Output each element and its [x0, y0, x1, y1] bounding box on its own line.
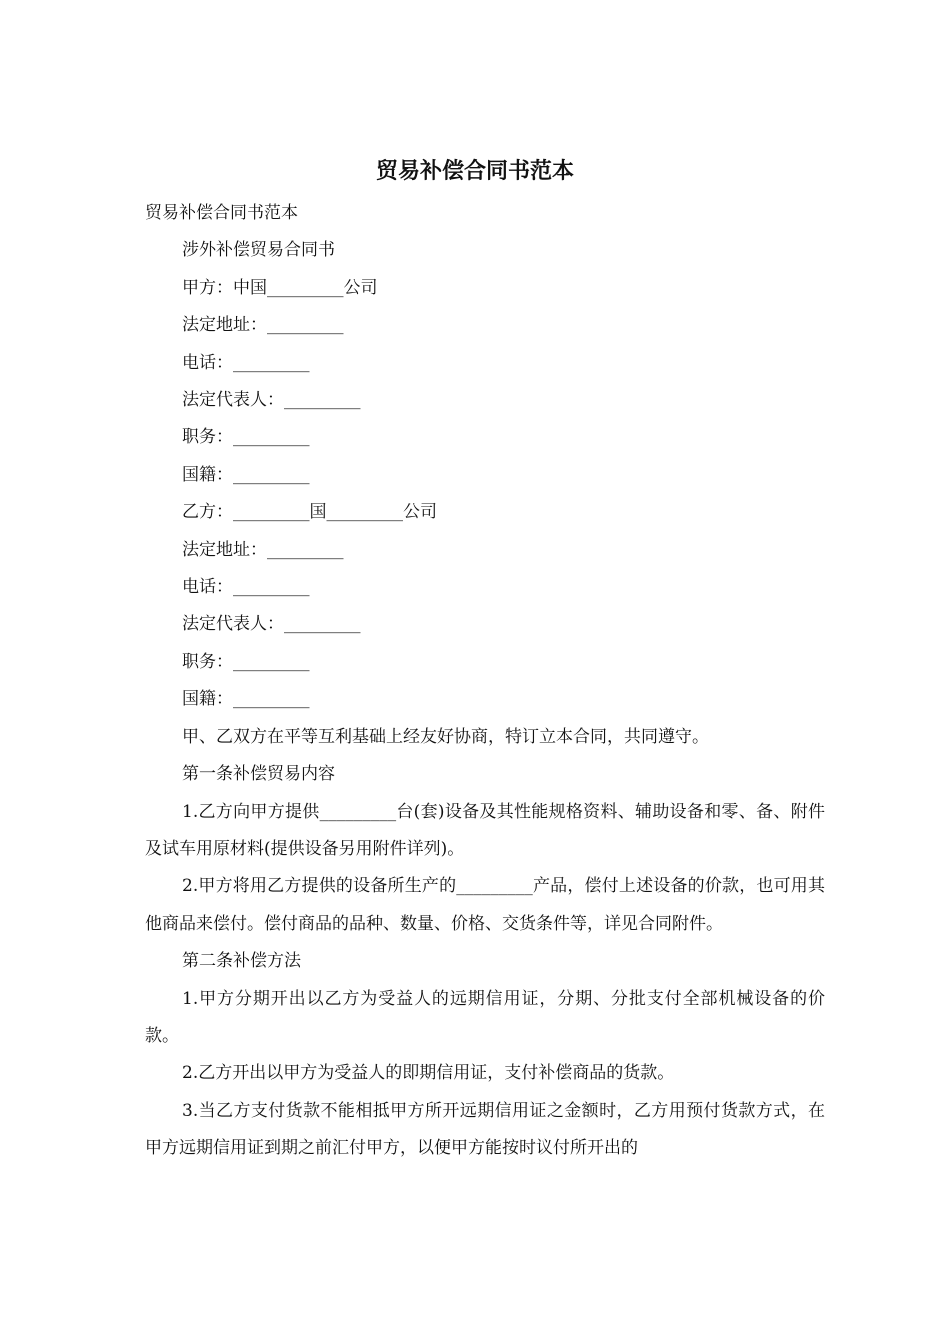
article-1-heading: 第一条补偿贸易内容	[182, 764, 335, 785]
party-b-representative: 法定代表人：_________	[182, 614, 361, 635]
article-2-clause-1: 1.甲方分期开出以乙方为受益人的远期信用证，分期、分批支付全部机械设备的价款。	[145, 988, 825, 1046]
article-1-clause-1: 1.乙方向甲方提供_________台(套)设备及其性能规格资料、辅助设备和零、备、附件及试车用原材料(提供设备另用附件详列)。	[145, 801, 825, 859]
party-a-address: 法定地址：_________	[182, 315, 344, 336]
party-a-phone: 电话：_________	[182, 352, 310, 373]
article-1-clause-2: 2.甲方将用乙方提供的设备所生产的_________产品，偿付上述设备的价款，也可用其他商品来偿付。偿付商品的品种、数量、价格、交货条件等，详见合同附件。	[145, 876, 825, 934]
party-b-phone: 电话：_________	[182, 577, 310, 598]
party-b-nationality: 国籍：_________	[182, 689, 310, 710]
party-b-address: 法定地址：_________	[182, 539, 344, 560]
party-b-position: 职务：_________	[182, 651, 310, 672]
party-a-representative: 法定代表人：_________	[182, 390, 361, 411]
party-a-position: 职务：_________	[182, 427, 310, 448]
contract-name: 涉外补偿贸易合同书	[182, 240, 335, 261]
party-b-name: 乙方：_________国_________公司	[182, 502, 437, 523]
preamble-paragraph: 甲、乙双方在平等互利基础上经友好协商，特订立本合同，共同遵守。	[182, 726, 709, 747]
heading-line: 贸易补偿合同书范本	[145, 203, 298, 223]
article-2-clause-3: 3.当乙方支付货款不能相抵甲方所开远期信用证之金额时，乙方用预付货款方式，在甲方远期信用证到期之前汇付甲方，以便甲方能按时议付所开出的	[145, 1100, 825, 1159]
document-body	[145, 195, 825, 1168]
article-2-clause-2: 2.乙方开出以甲方为受益人的即期信用证，支付补偿商品的货款。	[182, 1063, 675, 1084]
party-a-name: 甲方：中国_________公司	[182, 277, 378, 298]
document-title: 贸易补偿合同书范本	[375, 158, 574, 184]
article-2-heading: 第二条补偿方法	[182, 951, 301, 972]
party-a-nationality: 国籍：_________	[182, 464, 310, 485]
